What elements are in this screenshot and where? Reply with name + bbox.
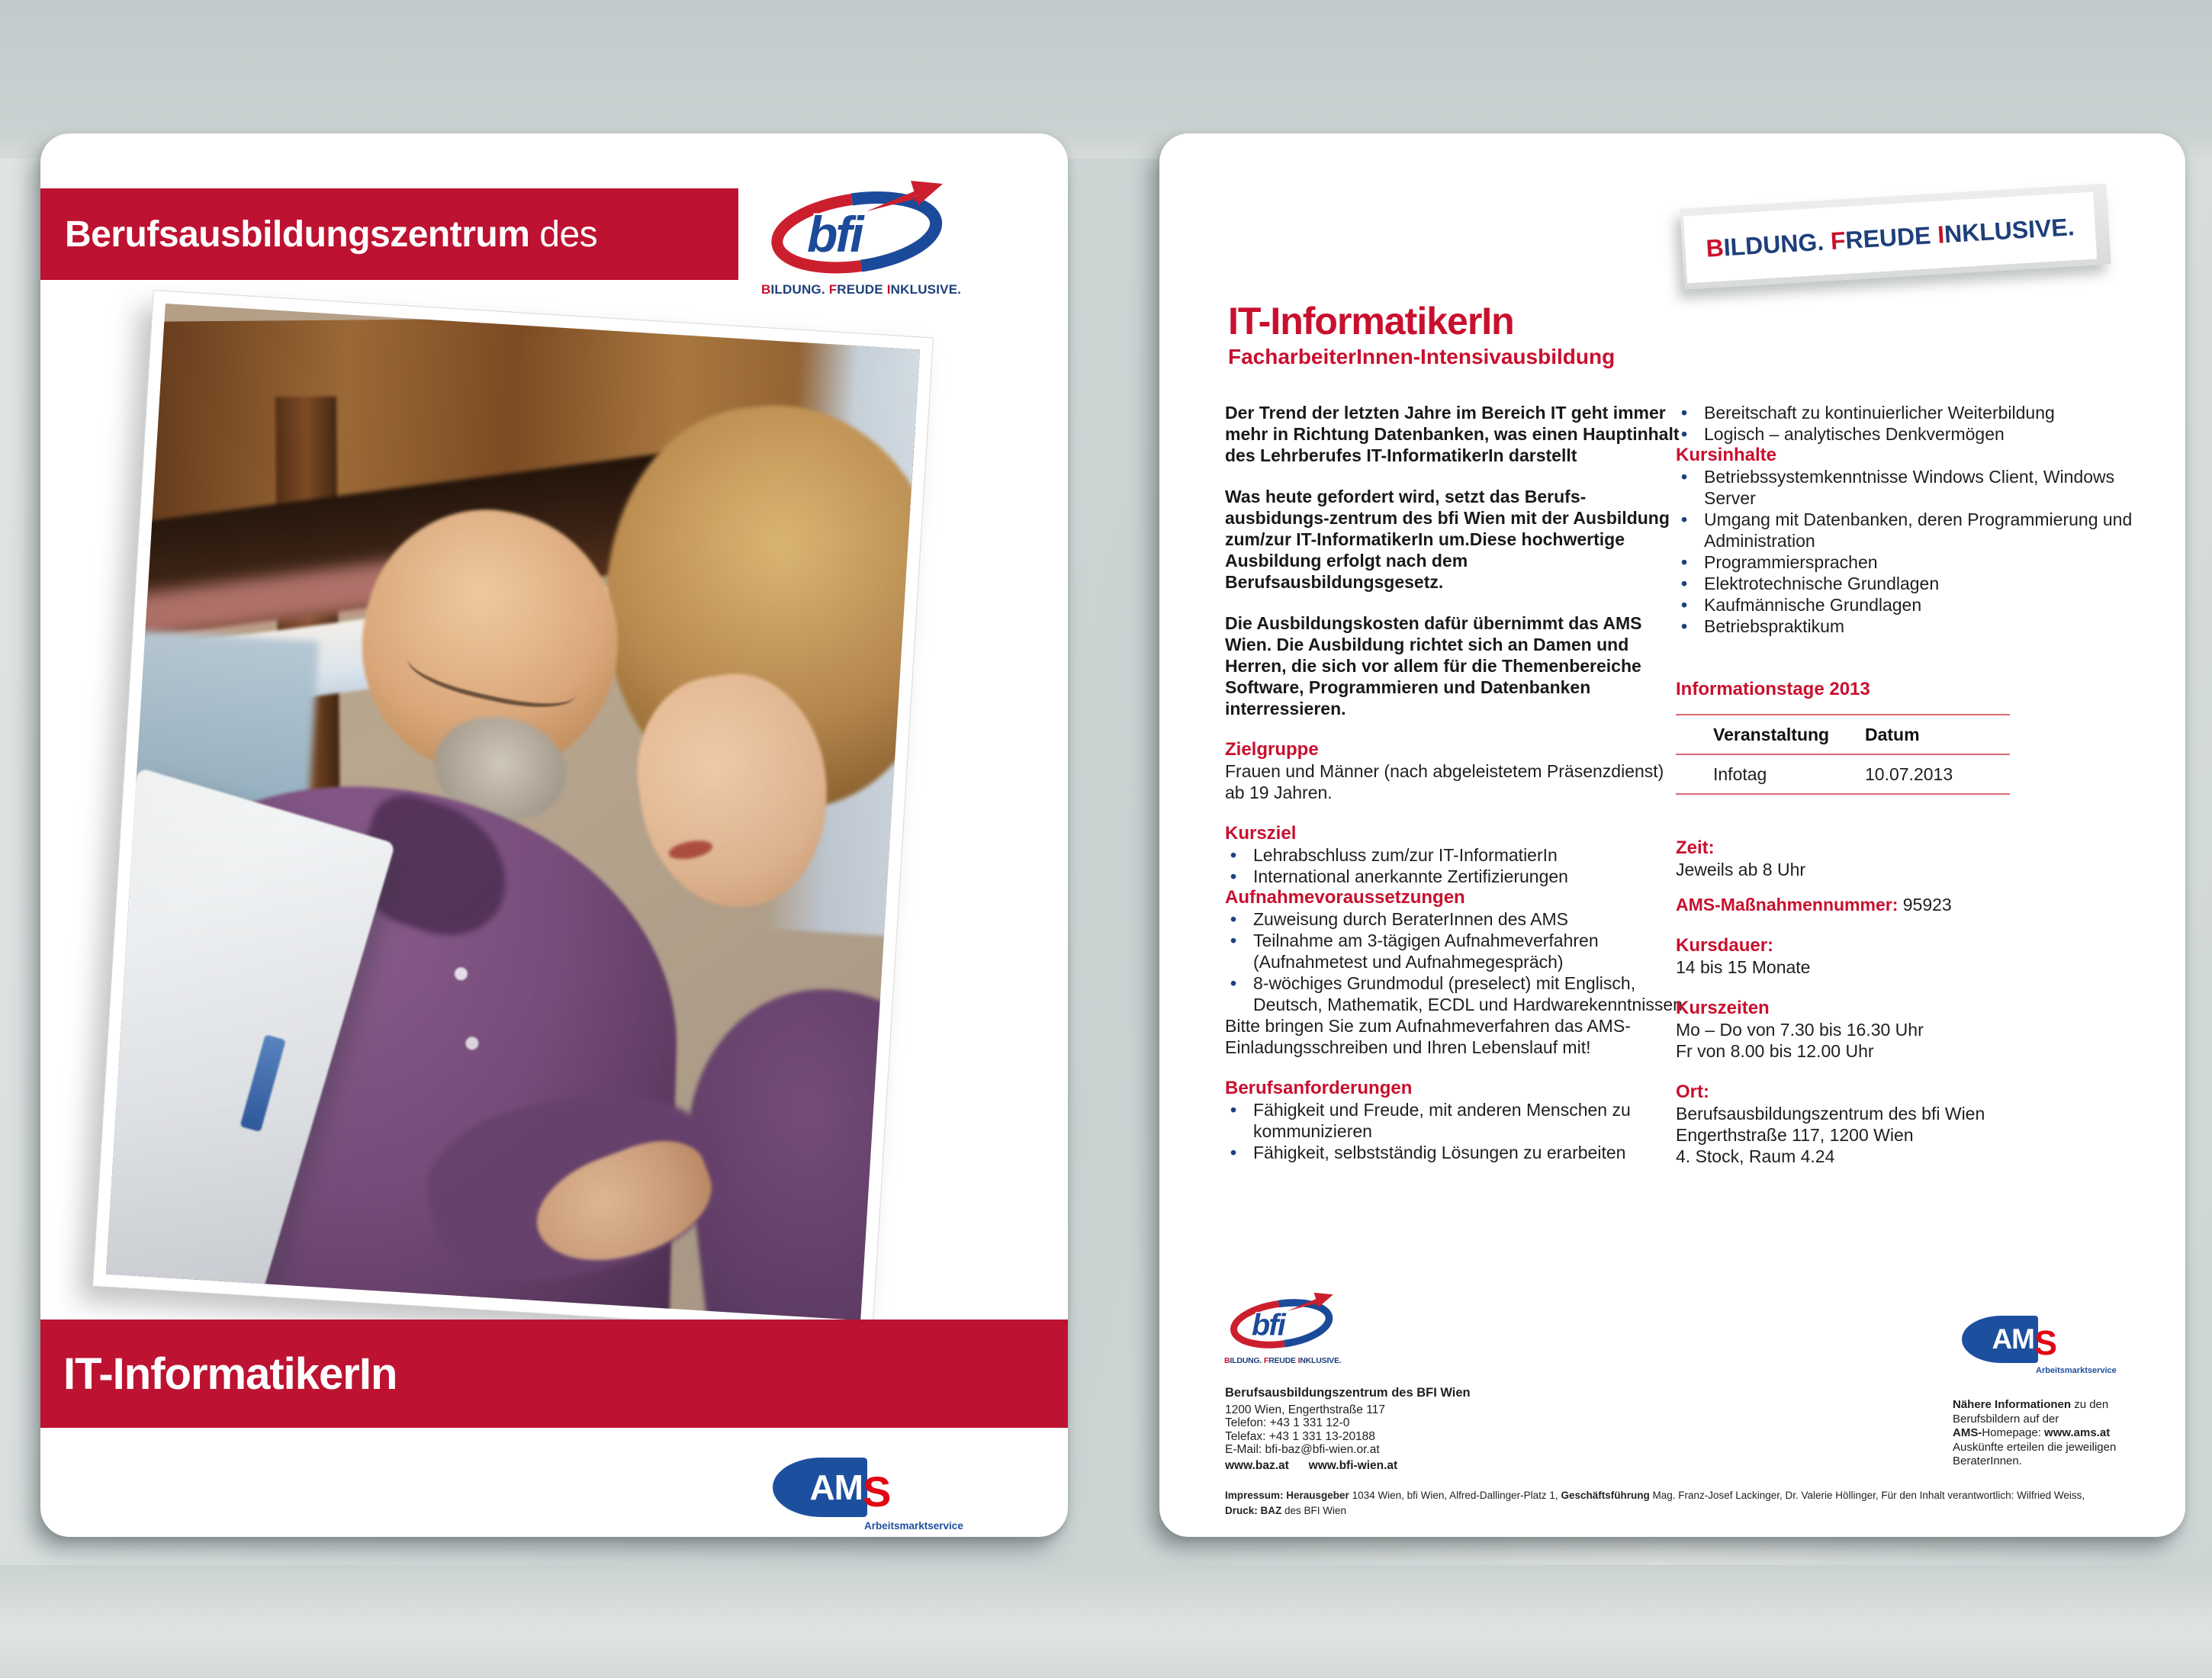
- table-header-veranstaltung: Veranstaltung: [1713, 725, 1830, 744]
- section-kurszeiten: [1676, 998, 2164, 1062]
- section-kursinhalte: [1676, 445, 2164, 637]
- ams-logo-icon: [1962, 1316, 2038, 1363]
- section-heading: Kursdauer:: [1676, 935, 1774, 956]
- contact-lines: [1225, 1403, 1471, 1457]
- section-text: Jeweils ab 8 Uhr: [1676, 860, 1806, 879]
- text-line: 4. Stock, Raum 4.24: [1676, 1146, 1835, 1166]
- background-bottom-band: [0, 1565, 2212, 1678]
- list-item: • Bereitschaft zu kontinuierlicher Weiterbildung: [1676, 402, 2164, 423]
- contact-line: E-Mail: bfi-baz@bfi-wien.or.at: [1225, 1443, 1380, 1456]
- text-line: Mo – Do von 7.30 bis 16.30 Uhr: [1676, 1020, 1924, 1040]
- contact-line: Telefax: +43 1 331 13-20188: [1225, 1429, 1375, 1443]
- massnahmennummer-value: 95923: [1898, 895, 1952, 915]
- cover-banner-regular-text: des: [529, 214, 598, 255]
- infotage-table: [1676, 714, 2010, 795]
- list-item: • Lehrabschluss zum/zur IT-InformatierIn: [1225, 844, 1683, 866]
- text-line: Engerthstraße 117, 1200 Wien: [1676, 1125, 1914, 1145]
- column-right: [1676, 402, 2164, 1167]
- text-line: Berufsausbildungszentrum des bfi Wien: [1676, 1104, 1985, 1123]
- column-left: [1225, 402, 1683, 1163]
- list-item: • Elektrotechnische Grundlagen: [1676, 573, 2164, 594]
- ams-info-block: [1953, 1398, 2181, 1469]
- ams-info-line: Auskünfte erteilen die jeweiligen: [1953, 1440, 2117, 1454]
- infotage-heading: Informationstage 2013: [1676, 679, 1870, 699]
- tagline-sticker: [1680, 183, 2111, 289]
- bfi-tagline: BILDUNG. FREUDE INKLUSIVE.: [1224, 1356, 1342, 1365]
- list-item: • Zuweisung durch BeraterInnen des AMS: [1225, 908, 1683, 930]
- kursinhalte-list: [1676, 466, 2164, 637]
- table-cell-veranstaltung: Infotag: [1713, 764, 1767, 784]
- ams-logo: [1962, 1316, 2160, 1384]
- section-heading: Kursinhalte: [1676, 445, 1777, 465]
- list-item: • 8-wöchiges Grundmodul (preselect) mit Englisch, Deutsch, Mathematik, ECDL und Hardwarekenntnissen: [1225, 972, 1683, 1015]
- section-ort: [1676, 1082, 2164, 1167]
- ams-info-line: Berufsbildern auf der: [1953, 1412, 2059, 1426]
- bfi-logo-block: [761, 179, 960, 297]
- table-cell-datum: 10.07.2013: [1865, 764, 1953, 784]
- list-item: • Betriebspraktikum: [1676, 616, 2164, 637]
- list-item: • Programmiersprachen: [1676, 551, 2164, 573]
- contact-line: 1200 Wien, Engerthstraße 117: [1225, 1403, 1385, 1416]
- page-title-block: [1228, 300, 1615, 370]
- cover-page: [40, 133, 1068, 1537]
- section-zeit: [1676, 837, 2164, 880]
- footer-bfi-logo-block: [1224, 1291, 1354, 1365]
- list-item: • Fähigkeit, selbstständig Lösungen zu erarbeiten: [1225, 1142, 1683, 1163]
- intro-paragraph: Der Trend der letzten Jahre im Bereich IT geht immer mehr in Richtung Datenbanken, was einen Hauptinhalt des Lehrberufes IT-InformatikerIn darstellt: [1225, 403, 1680, 465]
- berufsanforderungen-list-right: [1676, 402, 2164, 445]
- aufnahme-list: [1225, 908, 1683, 1015]
- contact-block: [1225, 1387, 1471, 1472]
- massnahmennummer-label: AMS-Maßnahmennummer:: [1676, 895, 1899, 915]
- section-kursdauer: [1676, 935, 2164, 978]
- section-berufsanforderungen: [1225, 1078, 1683, 1163]
- section-text: 14 bis 15 Monate: [1676, 957, 1811, 977]
- massnahmennummer-line: [1676, 894, 2164, 915]
- intro-paragraph: Was heute gefordert wird, setzt das Berufs-ausbidungs-zentrum des bfi Wien mit der Ausbildung zum/zur IT-InformatikerIn um.Diese hochwertige Ausbildung erfolgt nach dem Berufsausbildungsgesetz.: [1225, 487, 1670, 592]
- ams-logo-s: S: [2034, 1323, 2057, 1362]
- ams-logo-s: S: [863, 1467, 891, 1516]
- section-zielgruppe: [1225, 739, 1683, 803]
- table-header-row: [1676, 715, 2010, 754]
- ams-logo-am: AM: [809, 1467, 863, 1507]
- bfi-logo-text: bfi: [807, 206, 862, 262]
- section-heading: Aufnahmevoraussetzungen: [1225, 887, 1465, 908]
- ort-lines: [1676, 1103, 2164, 1167]
- bfi-logo-icon: [761, 179, 952, 277]
- section-text: Frauen und Männer (nach abgeleistetem Präsenzdienst) ab 19 Jahren.: [1225, 761, 1664, 802]
- list-item: • Fähigkeit und Freude, mit anderen Menschen zu kommunizieren: [1225, 1099, 1683, 1142]
- tagline-sticker-text: BILDUNG. FREUDE INKLUSIVE.: [1705, 212, 2075, 262]
- cover-top-banner-title: [65, 214, 597, 256]
- section-heading: Berufsanforderungen: [1225, 1078, 1413, 1098]
- impressum-line: Druck: BAZ des BFI Wien: [1225, 1505, 1347, 1516]
- photo-shape-tone-overlay: [106, 304, 920, 1320]
- course-photo: [106, 304, 920, 1320]
- bfi-logo-text: bfi: [1252, 1308, 1284, 1342]
- section-heading: Ort:: [1676, 1082, 1709, 1102]
- page-title: IT-InformatikerIn: [1228, 300, 1514, 342]
- detail-page: [1159, 133, 2185, 1537]
- kurszeiten-lines: [1676, 1019, 2164, 1062]
- cover-bottom-banner: [40, 1320, 1068, 1428]
- list-item: • Kaufmännische Grundlagen: [1676, 594, 2164, 616]
- intro-paragraph: Die Ausbildungskosten dafür übernimmt das AMS Wien. Die Ausbildung richtet sich an Damen und Herren, die sich vor allem für die Themenbereiche Software, Programmieren und Datenbanken interressieren.: [1225, 613, 1642, 718]
- ams-logo: [773, 1458, 1024, 1537]
- list-item: • Umgang mit Datenbanken, deren Programmierung und Administration: [1676, 509, 2164, 551]
- cover-photo-frame: [93, 291, 933, 1333]
- cover-banner-bold-text: Berufsausbildungszentrum: [65, 214, 530, 255]
- ams-caption: Arbeitsmarktservice: [2036, 1366, 2117, 1375]
- text-line: Fr von 8.00 bis 12.00 Uhr: [1676, 1041, 1874, 1061]
- ams-info-line: AMS-Homepage: www.ams.at: [1953, 1426, 2111, 1439]
- cover-course-title: IT-InformatikerIn: [63, 1349, 397, 1399]
- table-row: [1676, 755, 2010, 793]
- impressum-line: Impressum: Herausgeber 1034 Wien, bfi Wien, Alfred-Dallinger-Platz 1, Geschäftsführung Mag. Franz-Josef Lackinger, Dr. Valerie Höllinger, Für den Inhalt verantwortlich: Wilfried Weiss,: [1225, 1490, 2085, 1501]
- list-item: • Teilnahme am 3-tägigen Aufnahmeverfahren (Aufnahmetest und Aufnahmegespräch): [1225, 930, 1683, 972]
- kursziel-list: [1225, 844, 1683, 887]
- section-kursziel: [1225, 823, 1683, 887]
- bfi-logo-icon: [1224, 1291, 1339, 1351]
- hinweis-paragraph: Bitte bringen Sie zum Aufnahmeverfahren das AMS-Einladungsschreiben und Ihren Lebenslauf mit!: [1225, 1016, 1631, 1057]
- section-heading: Zielgruppe: [1225, 739, 1319, 760]
- list-item: • Logisch – analytisches Denkvermögen: [1676, 423, 2164, 445]
- impressum: [1225, 1488, 2171, 1519]
- section-heading: Kursziel: [1225, 823, 1297, 844]
- ams-caption: Arbeitsmarktservice: [864, 1520, 963, 1532]
- contact-websites: www.baz.at www.bfi-wien.at: [1225, 1458, 1398, 1472]
- contact-name: Berufsausbildungszentrum des BFI Wien: [1225, 1386, 1471, 1400]
- berufsanforderungen-list-left: [1225, 1099, 1683, 1163]
- bfi-tagline: BILDUNG. FREUDE INKLUSIVE.: [761, 282, 962, 297]
- intro-paragraphs: [1225, 402, 1683, 719]
- table-rule: [1676, 793, 2010, 795]
- list-item: • Betriebssystemkenntnisse Windows Client, Windows Server: [1676, 466, 2164, 509]
- section-heading: Kurszeiten: [1676, 998, 1770, 1018]
- ams-info-line: BeraterInnen.: [1953, 1455, 2022, 1467]
- tagline-sticker-inner: [1683, 192, 2097, 284]
- ams-logo-am: AM: [1992, 1323, 2034, 1355]
- list-item: • International anerkannte Zertifizierungen: [1225, 866, 1683, 887]
- section-aufnahmevoraussetzungen: [1225, 887, 1683, 1015]
- table-header-datum: Datum: [1865, 725, 1920, 744]
- section-heading: Zeit:: [1676, 837, 1715, 858]
- cover-top-banner: [40, 188, 738, 280]
- ams-logo-icon: [773, 1458, 867, 1517]
- page-subtitle: FacharbeiterInnen-Intensivausbildung: [1228, 345, 1616, 368]
- contact-line: Telefon: +43 1 331 12-0: [1225, 1416, 1350, 1429]
- ams-info-line: Nähere Informationen zu den: [1953, 1398, 2109, 1411]
